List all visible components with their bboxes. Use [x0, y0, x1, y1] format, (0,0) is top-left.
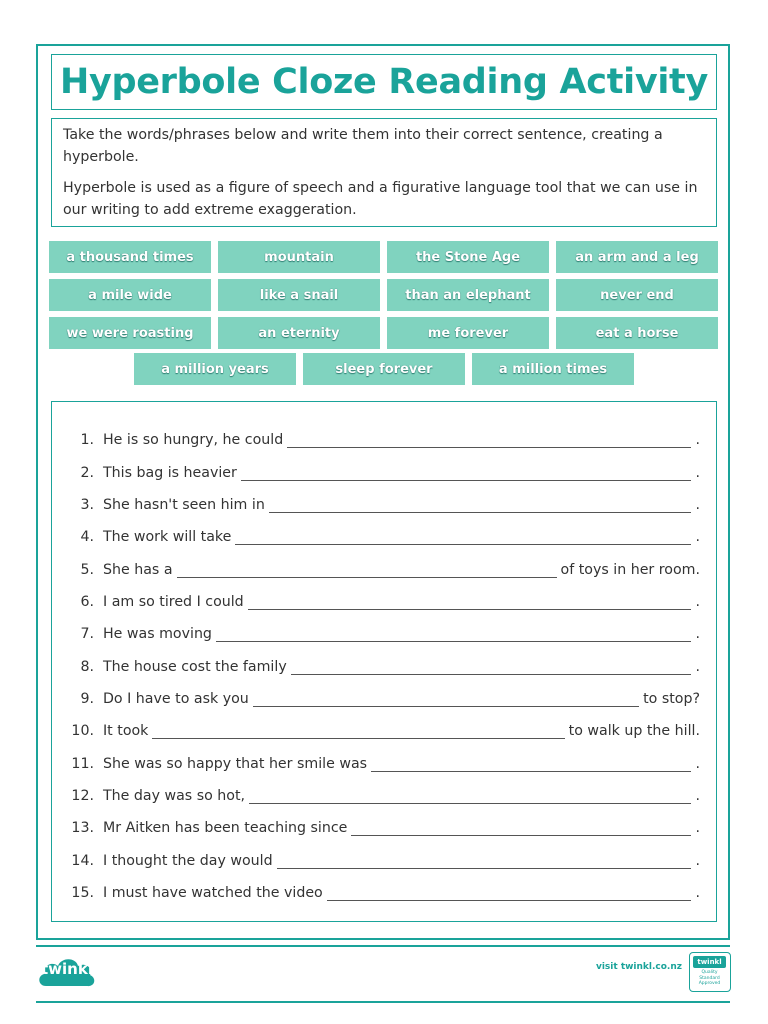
- word-bank: [49, 241, 717, 349]
- answer-blank[interactable]: [371, 756, 691, 772]
- question-ending: .: [695, 755, 700, 772]
- question-ending: .: [695, 658, 700, 675]
- question-text: I thought the day would: [103, 852, 273, 869]
- question-ending: .: [695, 593, 700, 610]
- word-chip: never end: [556, 279, 718, 311]
- answer-blank[interactable]: [235, 529, 691, 545]
- question-row: [52, 844, 718, 876]
- question-text: I am so tired I could: [103, 593, 244, 610]
- question-ending: .: [695, 626, 700, 643]
- answer-blank[interactable]: [177, 562, 557, 578]
- question-text: It took: [103, 723, 149, 740]
- question-text: She has a: [103, 561, 173, 578]
- question-ending: .: [695, 884, 700, 901]
- question-row: [52, 618, 718, 650]
- answer-blank[interactable]: [351, 820, 691, 836]
- question-ending: .: [695, 820, 700, 837]
- word-chip: like a snail: [218, 279, 380, 311]
- word-chip: a million times: [472, 353, 634, 385]
- answer-blank[interactable]: [277, 853, 692, 869]
- question-row: [52, 683, 718, 715]
- question-text: I must have watched the video: [103, 884, 323, 901]
- word-chip: a million years: [134, 353, 296, 385]
- website-link[interactable]: visit twinkl.co.nz: [595, 962, 682, 972]
- question-number: 8.: [80, 658, 94, 675]
- question-text: She was so happy that her smile was: [103, 755, 368, 772]
- question-number: 2.: [80, 464, 94, 481]
- footer-divider: [36, 945, 730, 947]
- question-number: 11.: [71, 755, 94, 772]
- word-chip: mountain: [218, 241, 380, 273]
- question-ending: .: [695, 852, 700, 869]
- answer-blank[interactable]: [253, 691, 639, 707]
- question-text: Do I have to ask you: [103, 690, 249, 707]
- question-ending: .: [695, 432, 700, 449]
- word-chip: a thousand times: [49, 241, 211, 273]
- question-number: 7.: [80, 626, 94, 643]
- word-chip: a mile wide: [49, 279, 211, 311]
- badge-text: Quality Standard Approved: [698, 970, 721, 986]
- question-text: Mr Aitken has been teaching since: [103, 820, 348, 837]
- question-number: 14.: [71, 852, 94, 869]
- question-number: 13.: [71, 820, 94, 837]
- word-chip: me forever: [387, 317, 549, 349]
- title-box: [51, 54, 717, 110]
- question-row: [52, 424, 718, 456]
- footer-bottom-line: [36, 1001, 730, 1003]
- definition-text: Hyperbole is used as a figure of speech and a figurative language tool that we can use in our writing to add extreme exaggeration.: [63, 180, 698, 218]
- question-row: [52, 877, 718, 909]
- answer-blank[interactable]: [291, 659, 692, 675]
- instructions-text: Take the words/phrases below and write them into their correct sentence, creating a hyperbole.: [63, 127, 663, 165]
- word-bank-last-row: [134, 353, 634, 385]
- question-ending: of toys in her room.: [560, 561, 700, 578]
- question-text: He is so hungry, he could: [103, 432, 284, 449]
- question-ending: .: [695, 787, 700, 804]
- question-text: He was moving: [103, 626, 212, 643]
- word-chip: eat a horse: [556, 317, 718, 349]
- questions-list: [52, 424, 718, 909]
- answer-blank[interactable]: [269, 497, 692, 513]
- badge-title: twinkl: [693, 956, 726, 968]
- question-row: [52, 812, 718, 844]
- question-ending: to walk up the hill.: [568, 723, 700, 740]
- question-text: She hasn't seen him in: [103, 496, 265, 513]
- question-row: [52, 715, 718, 747]
- answer-blank[interactable]: [216, 626, 692, 642]
- word-chip: the Stone Age: [387, 241, 549, 273]
- word-chip: than an elephant: [387, 279, 549, 311]
- answer-blank[interactable]: [241, 465, 692, 481]
- question-ending: .: [695, 496, 700, 513]
- question-number: 1.: [80, 432, 94, 449]
- question-ending: .: [695, 529, 700, 546]
- question-row: [52, 553, 718, 585]
- questions-box: [51, 401, 717, 922]
- word-chip: we were roasting: [49, 317, 211, 349]
- answer-blank[interactable]: [327, 885, 692, 901]
- question-text: The house cost the family: [103, 658, 287, 675]
- instructions-box: [51, 118, 717, 227]
- word-chip: an eternity: [218, 317, 380, 349]
- question-number: 12.: [71, 787, 94, 804]
- question-text: The day was so hot,: [103, 787, 246, 804]
- word-chip: an arm and a leg: [556, 241, 718, 273]
- question-number: 4.: [80, 529, 94, 546]
- question-number: 3.: [80, 496, 94, 513]
- question-number: 15.: [71, 884, 94, 901]
- question-row: [52, 780, 718, 812]
- question-text: The work will take: [103, 529, 232, 546]
- question-ending: to stop?: [643, 690, 700, 707]
- logo-text: twinkl: [41, 960, 93, 978]
- question-number: 5.: [80, 561, 94, 578]
- answer-blank[interactable]: [249, 788, 691, 804]
- question-number: 10.: [71, 723, 94, 740]
- question-row: [52, 586, 718, 618]
- question-row: [52, 456, 718, 488]
- answer-blank[interactable]: [152, 723, 564, 739]
- twinkl-logo: [36, 952, 98, 992]
- question-number: 9.: [80, 690, 94, 707]
- page-title: Hyperbole Cloze Reading Activity: [59, 62, 709, 102]
- question-number: 6.: [80, 593, 94, 610]
- question-text: This bag is heavier: [103, 464, 237, 481]
- answer-blank[interactable]: [248, 594, 692, 610]
- question-row: [52, 489, 718, 521]
- quality-badge: [689, 952, 731, 992]
- question-row: [52, 650, 718, 682]
- question-ending: .: [695, 464, 700, 481]
- question-row: [52, 747, 718, 779]
- word-chip: sleep forever: [303, 353, 465, 385]
- answer-blank[interactable]: [287, 432, 691, 448]
- question-row: [52, 521, 718, 553]
